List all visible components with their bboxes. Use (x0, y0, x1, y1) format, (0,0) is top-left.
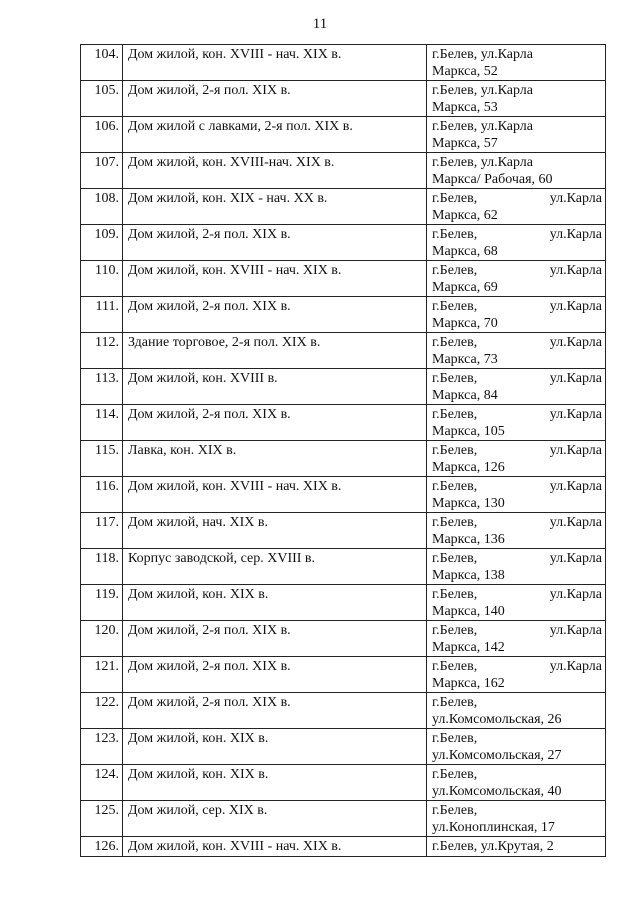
object-description: Здание торговое, 2-я пол. XIX в. (123, 333, 427, 369)
object-description: Корпус заводской, сер. XVIII в. (123, 549, 427, 585)
address-line: ул.Комсомольская, 26 (432, 712, 562, 727)
address-street: ул.Карла (549, 227, 602, 242)
object-address (427, 513, 606, 549)
object-description: Дом жилой, 2-я пол. XIX в. (123, 657, 427, 693)
address-line: Маркса, 70 (432, 316, 498, 331)
address-line (432, 406, 602, 423)
table-row (81, 765, 606, 801)
address-line: Маркса, 73 (432, 352, 498, 367)
address-line: ул.Комсомольская, 40 (432, 784, 562, 799)
address-city: г.Белев, (432, 659, 478, 674)
object-address (427, 189, 606, 225)
address-line (432, 514, 602, 531)
address-line: Маркса, 84 (432, 388, 498, 403)
object-address (427, 729, 606, 765)
address-city: г.Белев, (432, 227, 478, 242)
table-row (81, 81, 606, 117)
row-number: 116. (81, 477, 123, 513)
object-description: Дом жилой, кон. XIX в. (123, 765, 427, 801)
table-row (81, 405, 606, 441)
table-row (81, 117, 606, 153)
address-city: г.Белев, (432, 335, 478, 350)
object-description: Дом жилой, 2-я пол. XIX в. (123, 81, 427, 117)
table-row (81, 333, 606, 369)
address-city: г.Белев, (432, 443, 478, 458)
table-row (81, 657, 606, 693)
address-city: г.Белев, (432, 299, 478, 314)
row-number: 114. (81, 405, 123, 441)
object-description: Дом жилой, кон. XVIII - нач. XIX в. (123, 261, 427, 297)
row-number: 112. (81, 333, 123, 369)
object-description: Дом жилой, кон. XVIII-нач. XIX в. (123, 153, 427, 189)
address-line: г.Белев, ул.Карла (432, 155, 533, 170)
row-number: 106. (81, 117, 123, 153)
object-address (427, 81, 606, 117)
row-number: 125. (81, 801, 123, 837)
address-street: ул.Карла (549, 551, 602, 566)
address-line: Маркса, 138 (432, 568, 505, 583)
object-address (427, 549, 606, 585)
address-street: ул.Карла (549, 623, 602, 638)
object-address (427, 585, 606, 621)
object-description: Дом жилой, 2-я пол. XIX в. (123, 405, 427, 441)
address-line: Маркса, 162 (432, 676, 505, 691)
address-line (432, 550, 602, 567)
address-line (432, 298, 602, 315)
address-line: Маркса, 68 (432, 244, 498, 259)
address-line (432, 334, 602, 351)
address-line: г.Белев, ул.Карла (432, 83, 533, 98)
address-line: Маркса/ Рабочая, 60 (432, 172, 553, 187)
object-address (427, 477, 606, 513)
address-line: Маркса, 52 (432, 64, 498, 79)
address-line: Маркса, 105 (432, 424, 505, 439)
row-number: 124. (81, 765, 123, 801)
object-address (427, 837, 606, 857)
object-description: Дом жилой, 2-я пол. XIX в. (123, 225, 427, 261)
address-street: ул.Карла (549, 263, 602, 278)
row-number: 121. (81, 657, 123, 693)
address-line: Маркса, 62 (432, 208, 498, 223)
address-city: г.Белев, (432, 623, 478, 638)
row-number: 122. (81, 693, 123, 729)
row-number: 107. (81, 153, 123, 189)
object-address (427, 333, 606, 369)
address-line (432, 658, 602, 675)
object-address (427, 405, 606, 441)
address-city: г.Белев, (432, 263, 478, 278)
table-row (81, 153, 606, 189)
object-description: Дом жилой, нач. XIX в. (123, 513, 427, 549)
address-line: г.Белев, (432, 767, 478, 782)
address-street: ул.Карла (549, 371, 602, 386)
object-description: Лавка, кон. XIX в. (123, 441, 427, 477)
address-street: ул.Карла (549, 515, 602, 530)
row-number: 111. (81, 297, 123, 333)
address-city: г.Белев, (432, 515, 478, 530)
address-line: г.Белев, (432, 695, 478, 710)
address-line (432, 262, 602, 279)
address-city: г.Белев, (432, 479, 478, 494)
address-line (432, 586, 602, 603)
object-description: Дом жилой, кон. XIX в. (123, 585, 427, 621)
table-row (81, 693, 606, 729)
address-street: ул.Карла (549, 479, 602, 494)
table-body (81, 45, 606, 857)
address-line: Маркса, 140 (432, 604, 505, 619)
object-address (427, 117, 606, 153)
object-description: Дом жилой, сер. XIX в. (123, 801, 427, 837)
object-description: Дом жилой, кон. XVIII - нач. XIX в. (123, 45, 427, 81)
address-city: г.Белев, (432, 587, 478, 602)
address-street: ул.Карла (549, 407, 602, 422)
address-line: Маркса, 130 (432, 496, 505, 511)
object-address (427, 621, 606, 657)
address-line (432, 478, 602, 495)
address-street: ул.Карла (549, 335, 602, 350)
table-row (81, 441, 606, 477)
object-description: Дом жилой, кон. XIX в. (123, 729, 427, 765)
table-row (81, 45, 606, 81)
address-line (432, 190, 602, 207)
object-address (427, 693, 606, 729)
object-description: Дом жилой, кон. XVIII в. (123, 369, 427, 405)
table-row (81, 225, 606, 261)
object-address (427, 225, 606, 261)
address-line: ул.Комсомольская, 27 (432, 748, 562, 763)
table-row (81, 261, 606, 297)
row-number: 123. (81, 729, 123, 765)
address-line: г.Белев, (432, 731, 478, 746)
address-street: ул.Карла (549, 659, 602, 674)
address-street: ул.Карла (549, 587, 602, 602)
address-line: г.Белев, (432, 803, 478, 818)
object-address (427, 441, 606, 477)
table-row (81, 585, 606, 621)
heritage-table (80, 44, 606, 857)
row-number: 105. (81, 81, 123, 117)
address-city: г.Белев, (432, 371, 478, 386)
object-description: Дом жилой, 2-я пол. XIX в. (123, 693, 427, 729)
address-line: Маркса, 136 (432, 532, 505, 547)
object-address (427, 765, 606, 801)
table-row (81, 297, 606, 333)
address-line: Маркса, 69 (432, 280, 498, 295)
address-line (432, 370, 602, 387)
table-row (81, 513, 606, 549)
table-row (81, 477, 606, 513)
table-row (81, 729, 606, 765)
address-line: г.Белев, ул.Карла (432, 119, 533, 134)
address-line (432, 226, 602, 243)
row-number: 113. (81, 369, 123, 405)
table-row (81, 549, 606, 585)
row-number: 104. (81, 45, 123, 81)
object-address (427, 657, 606, 693)
row-number: 109. (81, 225, 123, 261)
table-row (81, 621, 606, 657)
table-row (81, 837, 606, 857)
address-city: г.Белев, (432, 407, 478, 422)
address-line: Маркса, 57 (432, 136, 498, 151)
row-number: 110. (81, 261, 123, 297)
table-row (81, 189, 606, 225)
row-number: 118. (81, 549, 123, 585)
address-city: г.Белев, (432, 191, 478, 206)
object-description: Дом жилой, кон. XVIII - нач. XIX в. (123, 837, 427, 857)
object-address (427, 801, 606, 837)
object-address (427, 261, 606, 297)
address-line: г.Белев, ул.Крутая, 2 (432, 839, 554, 854)
address-street: ул.Карла (549, 443, 602, 458)
address-line: Маркса, 53 (432, 100, 498, 115)
object-description: Дом жилой, 2-я пол. XIX в. (123, 621, 427, 657)
address-street: ул.Карла (549, 299, 602, 314)
table-row (81, 801, 606, 837)
row-number: 108. (81, 189, 123, 225)
address-line: Маркса, 142 (432, 640, 505, 655)
address-line: Маркса, 126 (432, 460, 505, 475)
address-line: г.Белев, ул.Карла (432, 47, 533, 62)
object-description: Дом жилой, 2-я пол. XIX в. (123, 297, 427, 333)
object-description: Дом жилой, кон. XVIII - нач. XIX в. (123, 477, 427, 513)
row-number: 117. (81, 513, 123, 549)
row-number: 115. (81, 441, 123, 477)
object-address (427, 297, 606, 333)
address-line (432, 442, 602, 459)
row-number: 119. (81, 585, 123, 621)
object-description: Дом жилой с лавками, 2-я пол. XIX в. (123, 117, 427, 153)
object-address (427, 369, 606, 405)
page-number: 11 (312, 16, 328, 32)
object-address (427, 45, 606, 81)
row-number: 126. (81, 837, 123, 857)
address-line (432, 622, 602, 639)
table-row (81, 369, 606, 405)
address-street: ул.Карла (549, 191, 602, 206)
address-city: г.Белев, (432, 551, 478, 566)
object-address (427, 153, 606, 189)
row-number: 120. (81, 621, 123, 657)
address-line: ул.Коноплинская, 17 (432, 820, 555, 835)
object-description: Дом жилой, кон. XIX - нач. XX в. (123, 189, 427, 225)
